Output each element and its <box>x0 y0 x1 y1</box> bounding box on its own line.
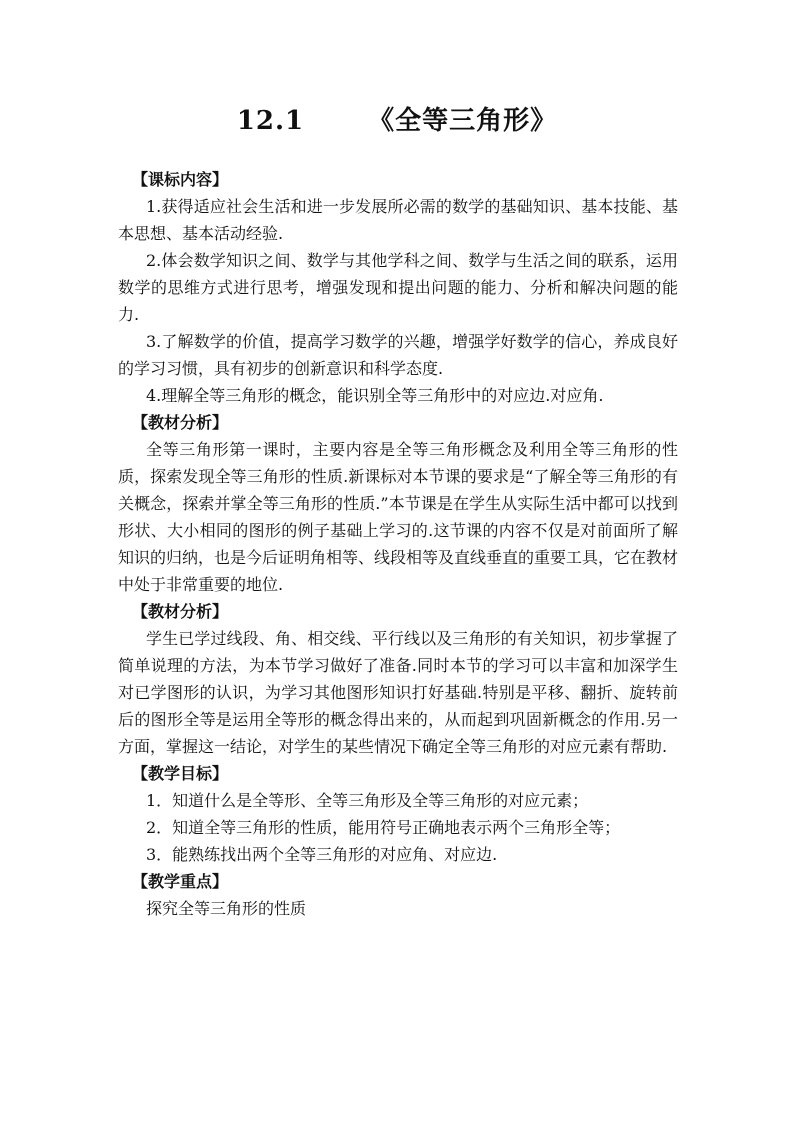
page-title <box>0 100 794 137</box>
lesson-name: 《全等三角形》 <box>368 106 558 136</box>
section-heading-curriculum: 【课标内容】 <box>132 170 229 189</box>
lesson-number: 12.1 <box>236 106 305 136</box>
paragraph: 2.体会数学知识之间、数学与其他学科之间、数学与生活之间的联系，运用数学的思维方式进行思考，增强发现和提出问题的能力、分析和解决问题的能力. <box>118 251 678 324</box>
paragraph: 2．知道全等三角形的性质，能用符号正确地表示两个三角形全等； <box>146 818 621 837</box>
paragraph: 探究全等三角形的性质 <box>146 899 307 918</box>
section-heading-student-analysis: 【教材分析】 <box>132 602 229 621</box>
paragraph: 学生已学过线段、角、相交线、平行线以及三角形的有关知识，初步掌握了简单说理的方法，为本节学习做好了准备.同时本节的学习可以丰富和加深学生对已学图形的认识，为学习其他图形知识打好基础.特别是平移、翻折、旋转前后的图形全等是运用全等形的概念得出来的，从而起到巩固新概念的作用.另一方面，掌握这一结论，对学生的某些情况下确定全等三角形的对应元素有帮助. <box>118 629 678 756</box>
paragraph: 3．能熟练找出两个全等三角形的对应角、对应边. <box>146 845 498 864</box>
section-heading-key-points: 【教学重点】 <box>132 872 229 891</box>
section-heading-textbook-analysis: 【教材分析】 <box>132 413 229 432</box>
paragraph: 1．知道什么是全等形、全等三角形及全等三角形的对应元素； <box>146 791 589 810</box>
paragraph: 全等三角形第一课时，主要内容是全等三角形概念及利用全等三角形的性质，探索发现全等三角形的性质.新课标对本节课的要求是“了解全等三角形的有关概念，探索并掌全等三角形的性质.”本节课是在学生从实际生活中都可以找到形状、大小相同的图形的例子基础上学习的.这节课的内容不仅是对前面所了解知识的归纳，也是今后证明角相等、线段相等及直线垂直的重要工具，它在教材中处于非常重要的地位. <box>118 440 679 594</box>
document-body <box>118 166 678 922</box>
section-heading-teaching-goals: 【教学目标】 <box>132 764 229 783</box>
paragraph: 4.理解全等三角形的概念，能识别全等三角形中的对应边.对应角. <box>146 386 604 405</box>
paragraph: 1.获得适应社会生活和进一步发展所必需的数学的基础知识、基本技能、基本思想、基本活动经验. <box>118 197 678 243</box>
paragraph: 3.了解数学的价值，提高学习数学的兴趣，增强学好数学的信心，养成良好的学习习惯，具有初步的创新意识和科学态度. <box>118 332 678 378</box>
